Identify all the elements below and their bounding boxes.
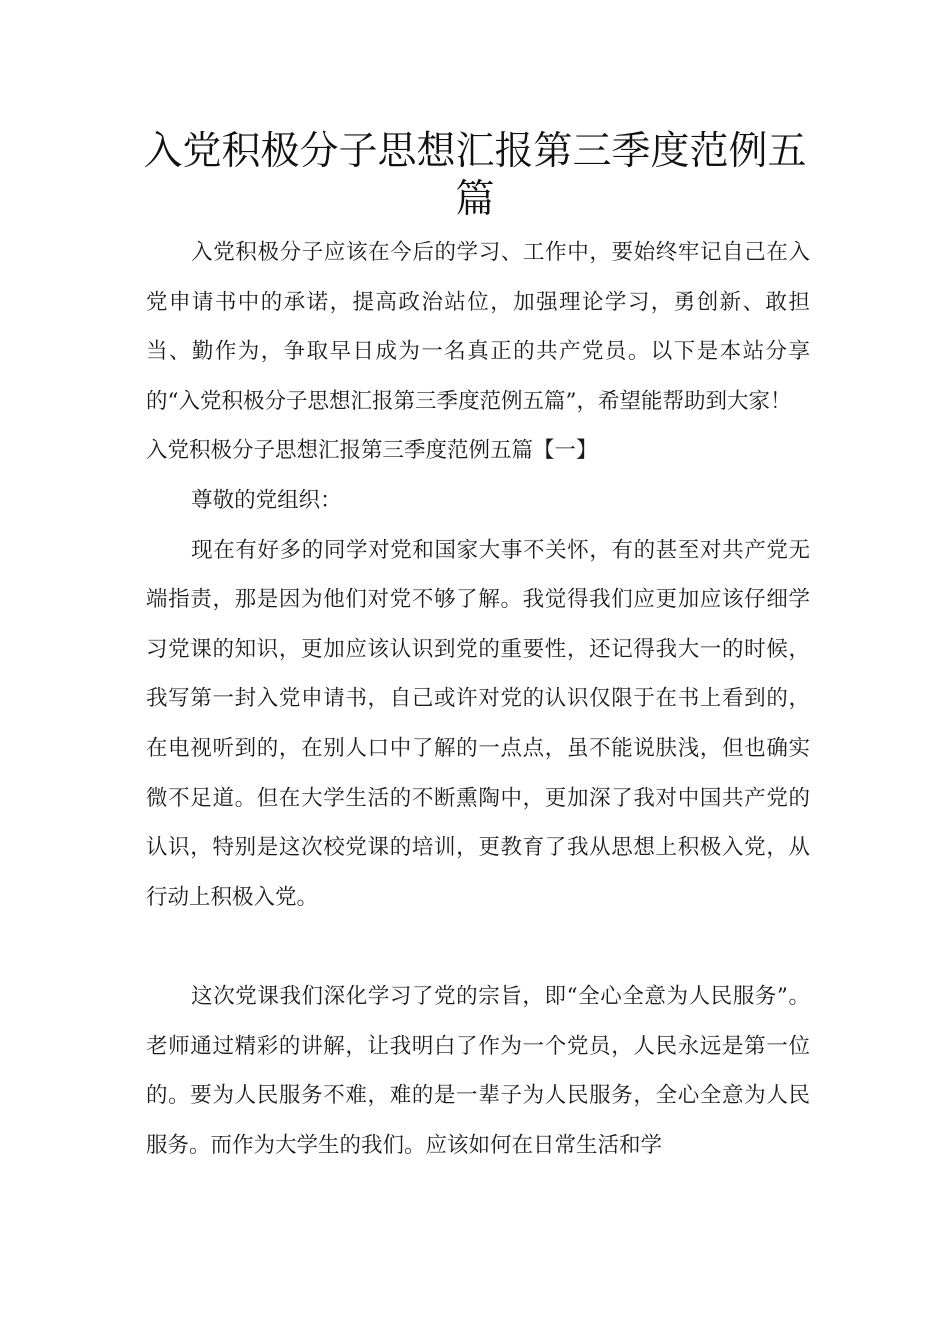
body-paragraph-1: 现在有好多的同学对党和国家大事不关怀，有的甚至对共产党无端指责，那是因为他们对党不够了解。我觉得我们应更加应该仔细学习党课的知识，更加应该认识到党的重要性，还记得我大一的时候，我写第一封入党申请书，自己或许对党的认识仅限于在书上看到的，在电视听到的，在别人口中了解的一点点，虽不能说肤浅，但也确实微不足道。但在大学生活的不断熏陶中，更加深了我对中国共产党的认识，特别是这次校党课的培训，更教育了我从思想上积极入党，从行动上积极入党。 xyxy=(146,537,810,910)
document-body xyxy=(146,228,810,1170)
intro-paragraph: 入党积极分子应该在今后的学习、工作中，要始终牢记自己在入党申请书中的承诺，提高政治站位，加强理论学习，勇创新、敢担当、勤作为，争取早日成为一名真正的共产党员。以下是本站分享的“入党积极分子思想汇报第三季度范例五篇”，希望能帮助到大家！ xyxy=(146,240,810,414)
document-title: 入党积极分子思想汇报第三季度范例五篇 xyxy=(143,129,807,222)
salutation: 尊敬的党组织： xyxy=(191,487,342,513)
paragraph-spacer xyxy=(146,922,810,972)
section-heading: 入党积极分子思想汇报第三季度范例五篇【一】 xyxy=(146,438,598,464)
body-paragraph-2: 这次党课我们深化学习了党的宗旨，即“全心全意为人民服务”。老师通过精彩的讲解，让我明白了作为一个党员，人民永远是第一位的。要为人民服务不难，难的是一辈子为人民服务，全心全意为人民服务。而作为大学生的我们。应该如何在日常生活和学 xyxy=(146,983,810,1158)
